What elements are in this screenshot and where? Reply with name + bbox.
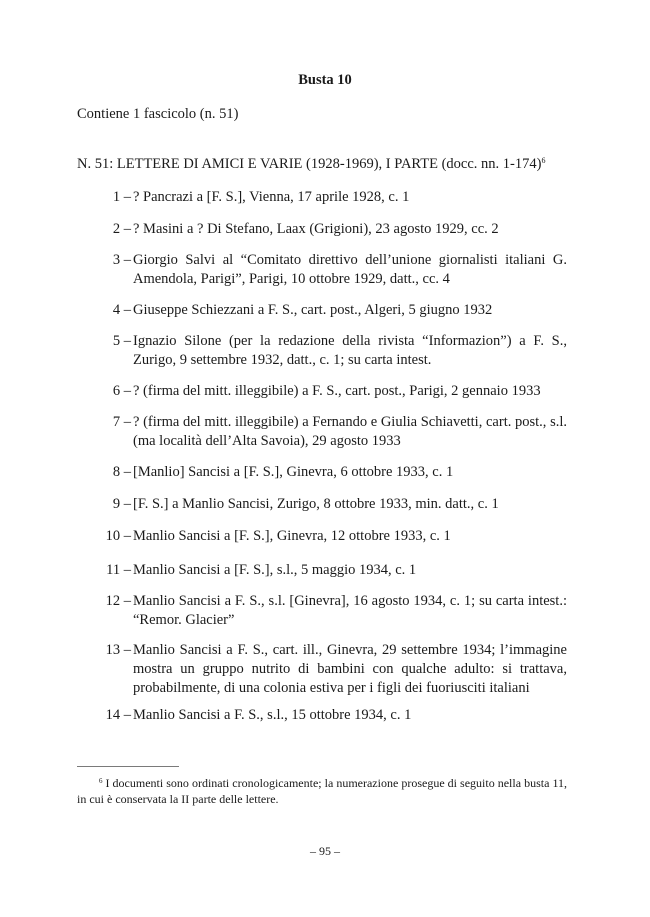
item-text: ? Pancrazi a [F. S.], Vienna, 17 aprile 1928, c. 1: [133, 189, 410, 205]
item-number: 8 –: [112, 464, 131, 480]
item-number: 13 –: [105, 642, 131, 658]
list-item: [77, 706, 567, 725]
list-item: [77, 527, 567, 546]
item-number: 12 –: [105, 593, 131, 609]
item-text: Ignazio Silone (per la redazione della rivista “Informazion”) a F. S., Zurigo, 9 settembre 1932, datt., c. 1; su carta intest.: [133, 333, 567, 368]
list-item: [77, 188, 567, 207]
item-text: Giorgio Salvi al “Comitato direttivo dell’unione giornalisti italiani G. Amendola, Parigi”, Parigi, 10 ottobre 1929, datt., cc. 4: [133, 252, 567, 287]
item-number: 7 –: [112, 414, 131, 430]
item-text: Manlio Sancisi a F. S., cart. ill., Ginevra, 29 settembre 1934; l’immagine mostra un gruppo nutrito di bambini con qualche adulto: si trattava, probabilmente, di una colonia estiva per i figli dei fuoriusciti italiani: [133, 642, 567, 696]
list-item: [77, 332, 567, 370]
list-item: [77, 220, 567, 239]
page-number: – 95 –: [310, 844, 340, 858]
item-number: 2 –: [112, 221, 131, 237]
item-number: 5 –: [112, 333, 131, 349]
item-number: 1 –: [112, 189, 131, 205]
footnote-divider: [77, 766, 179, 767]
contents-line: Contiene 1 fascicolo (n. 51): [77, 106, 239, 122]
footnote-ref: 6: [541, 156, 546, 165]
item-text: Manlio Sancisi a F. S., s.l., 15 ottobre 1934, c. 1: [133, 707, 412, 723]
list-item: [77, 641, 567, 698]
item-text: Giuseppe Schiezzani a F. S., cart. post., Algeri, 5 giugno 1932: [133, 302, 493, 318]
item-text: ? Masini a ? Di Stefano, Laax (Grigioni), 23 agosto 1929, cc. 2: [133, 221, 499, 237]
section-title-text: N. 51: LETTERE DI AMICI E VARIE (1928-1969), I PARTE (docc. nn. 1-174): [77, 156, 542, 172]
list-item: [77, 463, 567, 482]
item-number: 9 –: [112, 496, 131, 512]
item-number: 4 –: [112, 302, 131, 318]
list-item: [77, 495, 567, 514]
item-text: Manlio Sancisi a F. S., s.l. [Ginevra], 16 agosto 1934, c. 1; su carta intest.: “Remor. Glacier”: [133, 593, 567, 628]
item-number: 14 –: [105, 707, 131, 723]
item-text: [Manlio] Sancisi a [F. S.], Ginevra, 6 ottobre 1933, c. 1: [133, 464, 454, 480]
item-number: 6 –: [112, 383, 131, 399]
footnote-text: I documenti sono ordinati cronologicamente; la numerazione prosegue di seguito nella busta 11, in cui è conservata la II parte delle lettere.: [77, 776, 567, 806]
page-heading: Busta 10: [298, 72, 352, 88]
item-number: 3 –: [112, 252, 131, 268]
footnote-marker: 6: [99, 777, 103, 785]
list-item: [77, 561, 567, 580]
item-text: ? (firma del mitt. illeggibile) a Fernando e Giulia Schiavetti, cart. post., s.l. (ma località dell’Alta Savoia), 29 agosto 1933: [133, 414, 567, 449]
footnote: [77, 775, 567, 807]
item-number: 10 –: [105, 528, 131, 544]
item-text: Manlio Sancisi a [F. S.], Ginevra, 12 ottobre 1933, c. 1: [133, 528, 451, 544]
section-title: [77, 156, 545, 173]
list-item: [77, 413, 567, 451]
item-number: 11 –: [106, 562, 131, 578]
item-text: ? (firma del mitt. illeggibile) a F. S., cart. post., Parigi, 2 gennaio 1933: [133, 383, 541, 399]
list-item: [77, 382, 567, 401]
list-item: [77, 592, 567, 630]
item-text: Manlio Sancisi a [F. S.], s.l., 5 maggio 1934, c. 1: [133, 562, 417, 578]
item-text: [F. S.] a Manlio Sancisi, Zurigo, 8 ottobre 1933, min. datt., c. 1: [133, 496, 499, 512]
list-item: [77, 251, 567, 289]
list-item: [77, 301, 567, 320]
